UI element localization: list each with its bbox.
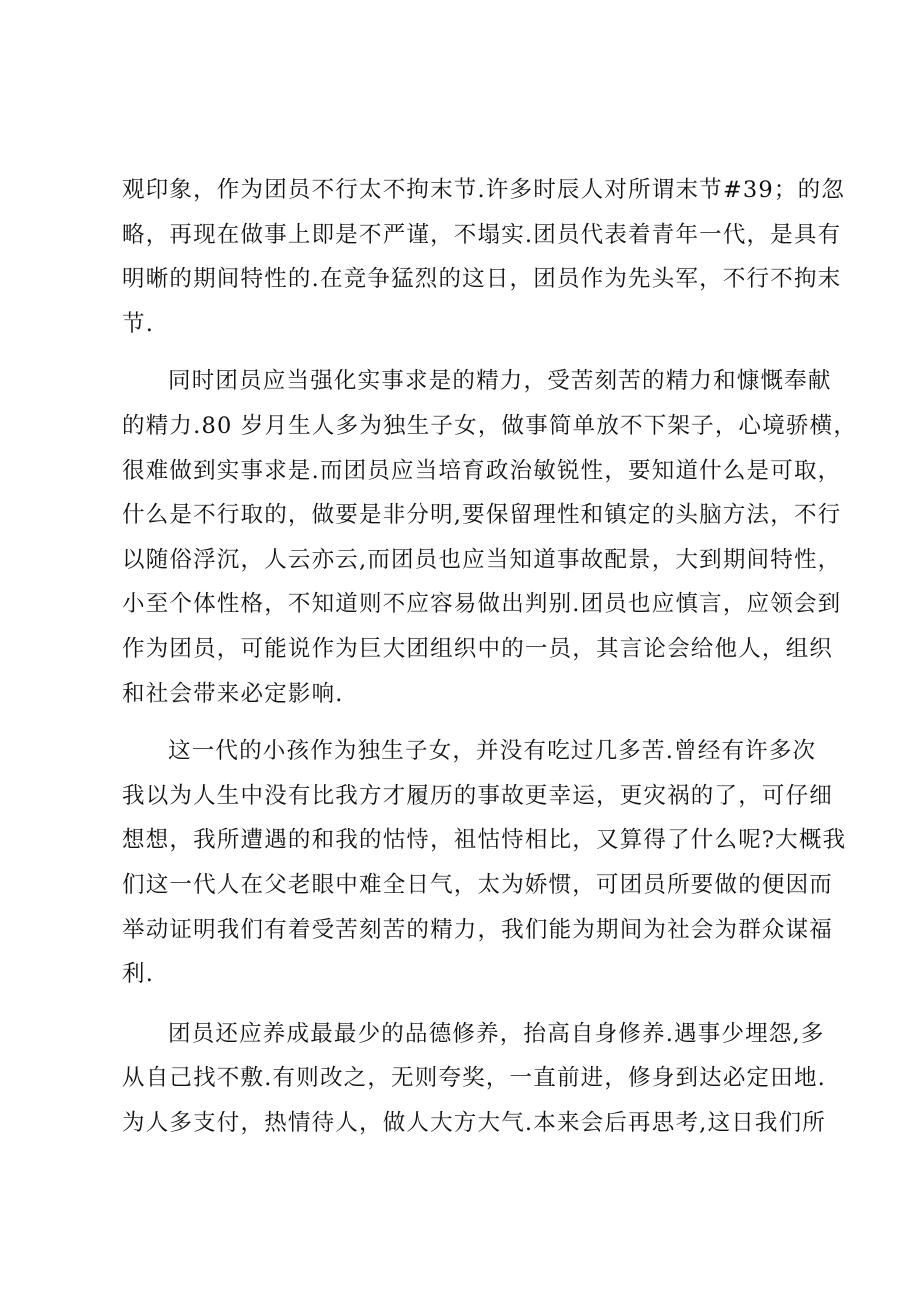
text-line: 和社会带来必定影响. bbox=[122, 680, 344, 707]
text-line: 以随俗浮沉，人云亦云,而团员也应当知道事故配景，大到期间特性， bbox=[122, 546, 842, 573]
text-line: 小至个体性格，不知道则不应容易做出判别.团员也应慎言，应领会到 bbox=[122, 591, 842, 618]
text-line: 同时团员应当强化实事求是的精力，受苦刻苦的精力和慷慨奉献 bbox=[168, 368, 832, 395]
text-line: 为人多支付，热情待人，做人大方大气.本来会后再思考,这日我们所 bbox=[122, 1109, 827, 1136]
text-line: 节. bbox=[122, 310, 155, 337]
text-line: 举动证明我们有着受苦刻苦的精力，我们能为期间为社会为群众谋福 bbox=[122, 916, 834, 943]
paragraph-3 bbox=[122, 729, 847, 997]
text-line: 的精力.80 岁月生人多为独生子女，做事简单放不下架子，心境骄横， bbox=[122, 412, 858, 439]
text-line: 观印象，作为团员不行太不拘末节.许多时辰人对所谓末节#39；的忽 bbox=[122, 177, 846, 203]
text-line: 这一代的小孩作为独生子女，并没有吃过几多苦.曾经有许多次 bbox=[168, 738, 817, 765]
text-line: 利. bbox=[122, 961, 155, 988]
paragraph-2 bbox=[122, 359, 858, 716]
text-line: 很难做到实事求是.而团员应当培育政治敏锐性，要知道什么是可取， bbox=[122, 457, 842, 484]
paragraph-4 bbox=[122, 1012, 832, 1146]
text-line: 从自己找不敷.有则改之，无则夸奖，一直前进，修身到达必定田地. bbox=[122, 1065, 827, 1092]
text-line: 作为团员，可能说作为巨大团组织中的一员，其言论会给他人，组织 bbox=[122, 635, 834, 662]
text-line: 什么是不行取的，做要是非分明,要保留理性和镇定的头脑方法，不行 bbox=[122, 502, 842, 529]
text-line: 略，再现在做事上即是不严谨，不塌实.团员代表着青年一代，是具有 bbox=[122, 221, 842, 248]
paragraph-1 bbox=[122, 168, 846, 346]
text-line: 我以为人生中没有比我方才履历的事故更幸运，更灾祸的了，可仔细 bbox=[122, 782, 834, 809]
text-line: 团员还应养成最最少的品德修养，抬高自身修养.遇事少埋怨,多 bbox=[168, 1020, 825, 1047]
document-body bbox=[122, 168, 858, 1145]
text-line: 们这一代人在父老眼中难全日气，太为娇惯，可团员所要做的便因而 bbox=[122, 871, 834, 898]
text-line: 明晰的期间特性的.在竞争猛烈的这日，团员作为先头军，不行不拘末 bbox=[122, 266, 842, 293]
text-line: 想想，我所遭遇的和我的怙恃，祖怙恃相比，又算得了什么呢?大概我 bbox=[122, 827, 847, 854]
